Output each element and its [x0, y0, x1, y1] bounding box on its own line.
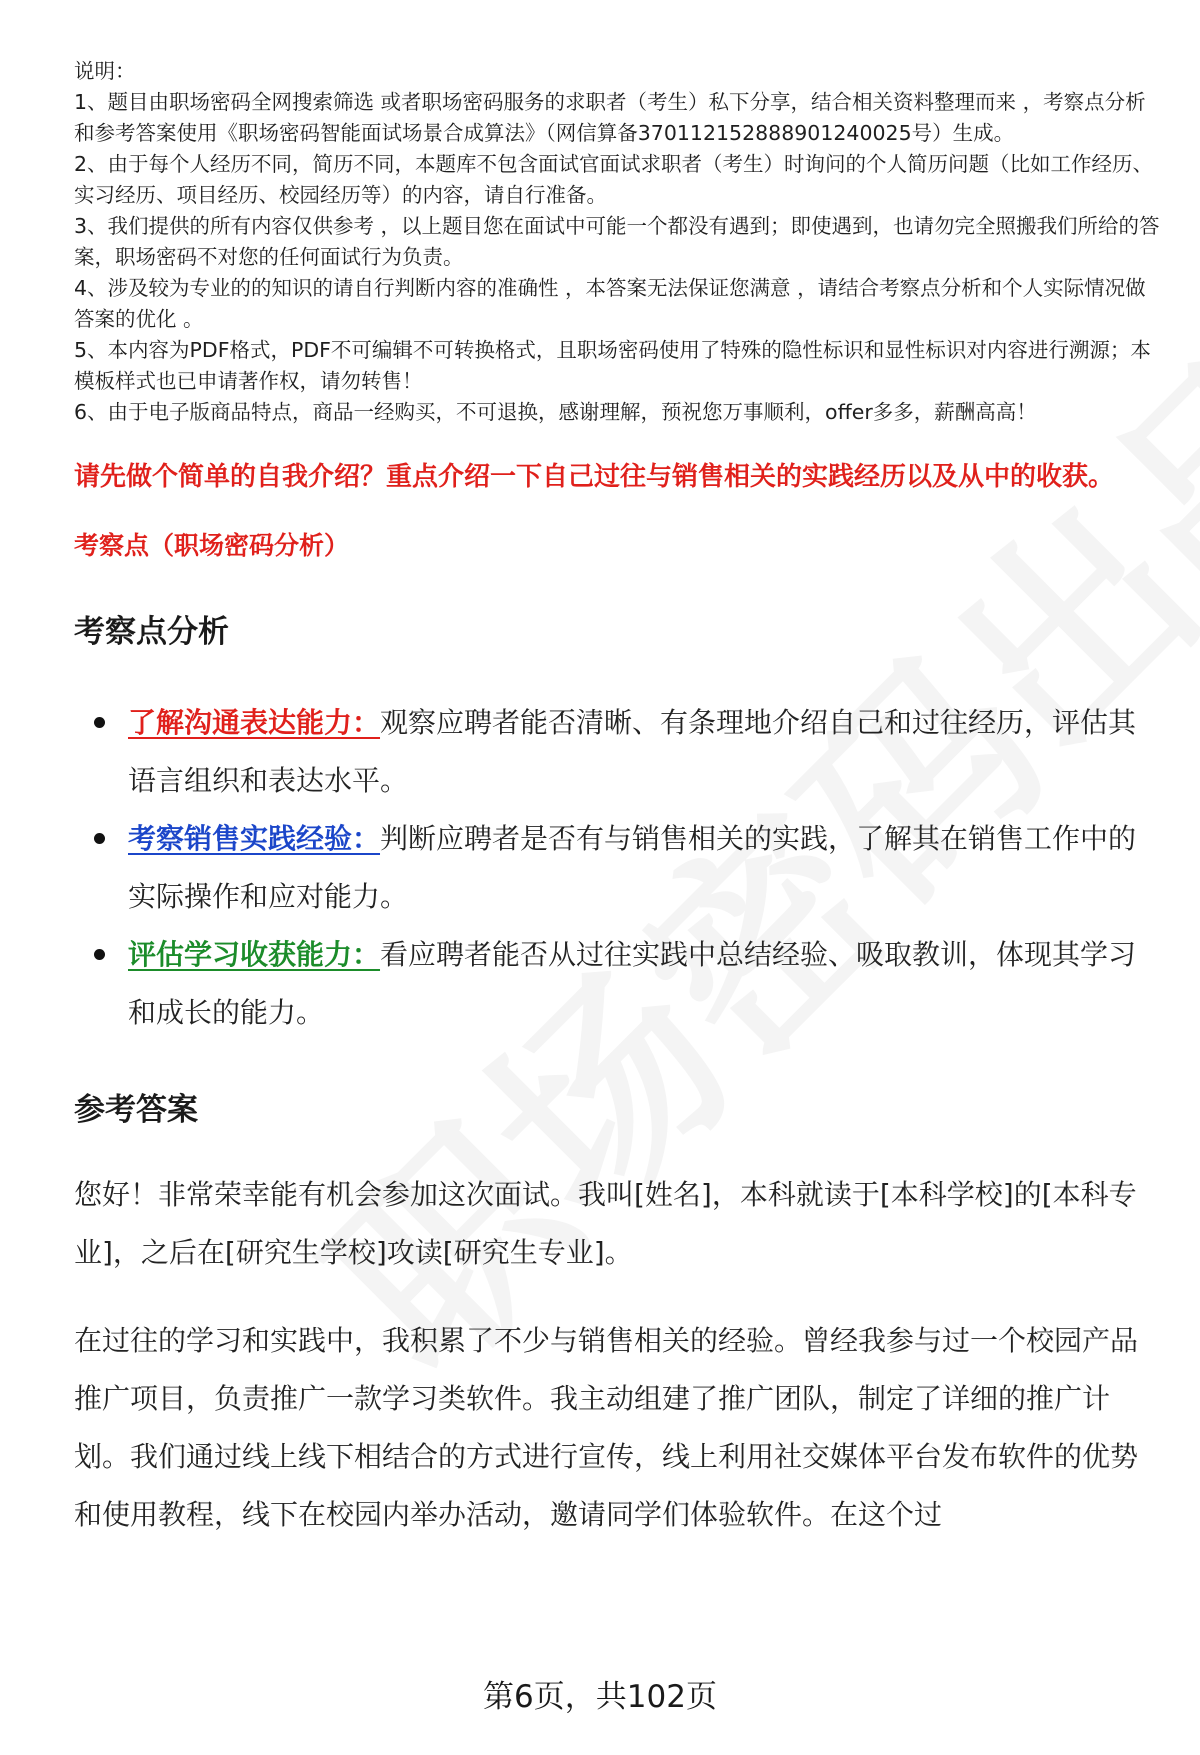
bullet-icon [94, 949, 105, 960]
notes-heading: 说明： [74, 59, 136, 83]
answer-paragraph-2: 在过往的学习和实践中，我积累了不少与销售相关的经验。曾经我参与过一个校园产品推广项目，负责推广一款学习类软件。我主动组建了推广团队，制定了详细的推广计划。我们通过线上线下相结合的方式进行宣传，线上利用社交媒体平台发布软件的优势和使用教程，线下在校园内举办活动，邀请同学们体验软件。在这个过 [74, 1324, 1139, 1531]
analysis-heading: 考察点分析 [74, 614, 229, 650]
document-page [74, 56, 1160, 1544]
note-item-4: 4、涉及较为专业的的知识的请自行判断内容的准确性 ，本答案无法保证您满意 ，请结合考察点分析和个人实际情况做答案的优化 。 [74, 276, 1146, 331]
analysis-point-2 [128, 810, 1160, 926]
answer-paragraph-1: 您好！非常荣幸能有机会参加这次面试。我叫[姓名]，本科就读于[本科学校]的[本科专业]，之后在[研究生学校]攻读[研究生专业]。 [74, 1178, 1137, 1269]
note-item-3: 3、我们提供的所有内容仅供参考 ，以上题目您在面试中可能一个都没有遇到；即使遇到，也请勿完全照搬我们所给的答案，职场密码不对您的任何面试行为负责。 [74, 214, 1160, 269]
point-title-1: 了解沟通表达能力： [128, 706, 381, 739]
answer-heading: 参考答案 [74, 1092, 198, 1128]
note-item-5: 5、本内容为PDF格式，PDF不可编辑不可转换格式，且职场密码使用了特殊的隐性标识和显性标识对内容进行溯源；本模板样式也已申请著作权，请勿转售！ [74, 338, 1151, 393]
analysis-point-3 [128, 926, 1160, 1042]
analysis-point-1 [128, 694, 1160, 810]
point-text-3: 看应聘者能否从过往实践中总结经验、吸取教训，体现其学习和成长的能力。 [128, 938, 1137, 1029]
point-title-3: 评估学习收获能力： [128, 938, 381, 971]
bullet-icon [94, 833, 105, 844]
analysis-points [74, 694, 1160, 1042]
analysis-subheading: 考察点（职场密码分析） [74, 531, 350, 560]
bullet-icon [94, 717, 105, 728]
note-item-1: 1、题目由职场密码全网搜索筛选 或者职场密码服务的求职者（考生）私下分享，结合相关资料整理而来 ，考察点分析和参考答案使用《职场密码智能面试场景合成算法》（网信算备370112152888901240025号）生成。 [74, 90, 1146, 145]
note-item-6: 6、由于电子版商品特点，商品一经购买，不可退换，感谢理解，预祝您万事顺利，offer多多，薪酬高高！ [74, 400, 1037, 424]
page-number: 第6页，共102页 [483, 1679, 717, 1715]
answer-body [74, 1166, 1160, 1544]
interview-question: 请先做个简单的自我介绍？重点介绍一下自己过往与销售相关的实践经历以及从中的收获。 [74, 462, 1115, 492]
notes-section [74, 56, 1160, 428]
point-text-1: 观察应聘者能否清晰、有条理地介绍自己和过往经历，评估其语言组织和表达水平。 [128, 706, 1137, 797]
point-text-2: 判断应聘者是否有与销售相关的实践，了解其在销售工作中的实际操作和应对能力。 [128, 822, 1137, 913]
point-title-2: 考察销售实践经验： [128, 822, 381, 855]
note-item-2: 2、由于每个人经历不同，简历不同，本题库不包含面试官面试求职者（考生）时询问的个人简历问题（比如工作经历、实习经历、项目经历、校园经历等）的内容，请自行准备。 [74, 152, 1154, 207]
